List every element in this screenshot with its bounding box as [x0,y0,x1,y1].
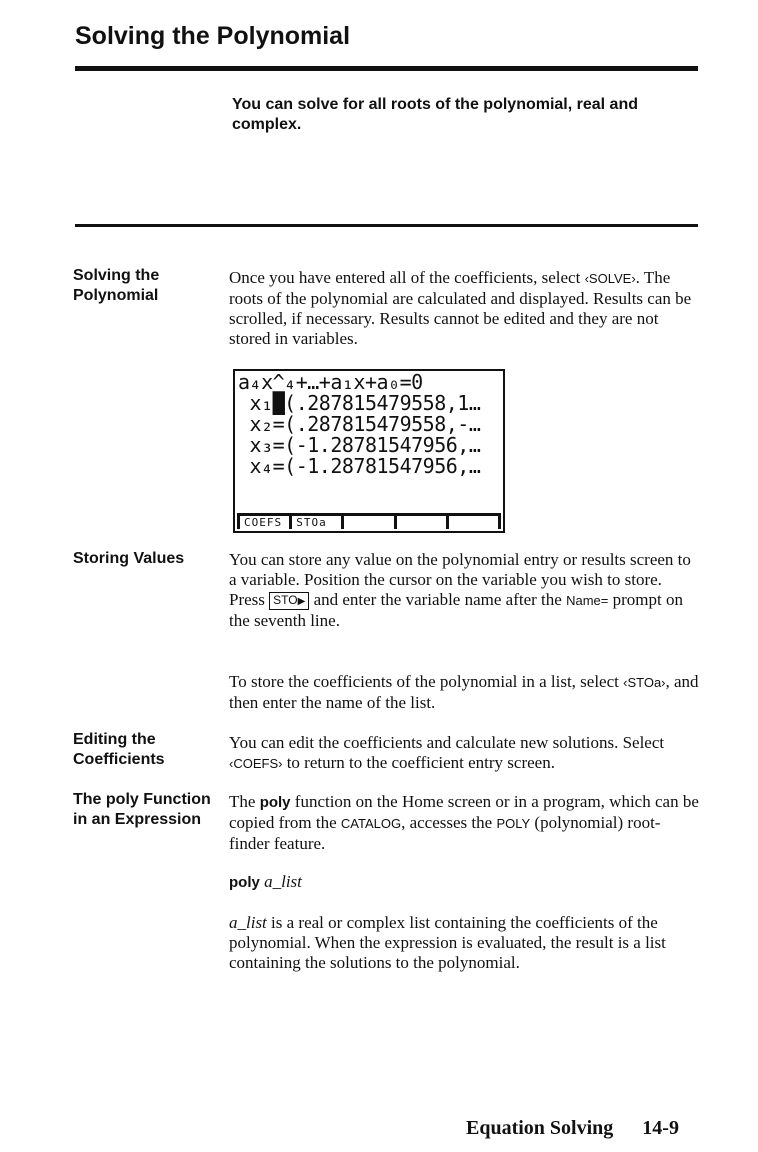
softkey-bar [237,513,501,529]
syntax-command: poly [229,874,260,891]
syntax-argument: a_list [264,872,302,891]
para-poly-1 [229,792,699,854]
para-storing-1 [229,550,699,631]
argument-term: a_list [229,913,267,932]
name-prompt: Name= [566,593,609,608]
sto-key [269,592,309,610]
screen-line-x1: x₁█(.287815479558,1… [238,391,481,415]
poly-syntax [229,872,699,893]
text: You can edit the coefficients and calculate new solutions. Select [229,733,665,752]
footer-section: Equation Solving [466,1117,614,1139]
softkey-empty[interactable] [341,513,393,529]
text: , and then enter the name of the list. [229,672,699,712]
heading-solving: Solving the Polynomial [73,267,160,304]
solve-menu-label: ‹SOLVE› [584,271,636,286]
text: Once you have entered all of the coefficients, select [229,268,581,287]
section-rule [75,224,698,227]
para-solving [229,268,699,349]
page-title: Solving the Polynomial [75,22,351,50]
page-footer [466,1117,679,1140]
text: (polynomial) root-finder feature. [229,813,661,853]
softkey-empty[interactable] [394,513,446,529]
screen-line-x3: x₃=(-1.28781547956,… [238,433,481,457]
text: You can store any value on the polynomial entry or results screen to a variable. Position the cursor on the variable you wish to store. Press [229,550,691,609]
screen-line-x2: x₂=(.287815479558,-… [238,412,481,436]
calculator-screen [233,369,505,533]
text: , accesses the [401,813,493,832]
sto-key-label: STO [273,593,298,607]
softkey-coefs[interactable]: COEFS [237,513,289,529]
heading-poly-function: The poly Function in an Expression [73,791,211,828]
para-poly-2 [229,913,699,973]
text: . The roots of the polynomial are calculated and displayed. Results can be scrolled, if necessary. Results cannot be edited and they are not stored in variables. [229,268,692,348]
coefs-menu-label: ‹COEFS› [229,756,283,771]
text: To store the coefficients of the polynomial in a list, select [229,672,619,691]
softkey-stoa[interactable]: STOa [289,513,341,529]
poly-keyword: poly [259,794,291,811]
text: prompt on the seventh line. [229,590,683,630]
poly-feature-label: POLY [496,816,531,831]
title-rule [75,66,698,71]
text: The [229,792,256,811]
heading-storing: Storing Values [73,550,185,567]
intro-text: You can solve for all roots of the polynomial, real and complex. [232,96,638,133]
para-editing [229,733,699,774]
text: to return to the coefficient entry screen. [286,753,555,772]
text: function on the Home screen or in a program, which can be copied from the [229,792,699,832]
page-number: 14-9 [642,1117,679,1139]
stoa-menu-label: ‹STOa› [623,675,666,690]
catalog-label: CATALOG [340,816,402,831]
heading-editing: Editing the Coefficients [73,731,165,768]
text: is a real or complex list containing the coefficients of the polynomial. When the expression is evaluated, the result is a list containing the solutions to the polynomial. [229,913,666,972]
sto-arrow-icon: ▶ [297,596,306,607]
softkey-empty[interactable] [446,513,501,529]
screen-line-x4: x₄=(-1.28781547956,… [238,454,481,478]
screen-line-equation: a₄x^₄+…+a₁x+a₀=0 [238,370,423,394]
para-storing-2 [229,672,699,713]
text: and enter the variable name after the [313,590,562,609]
